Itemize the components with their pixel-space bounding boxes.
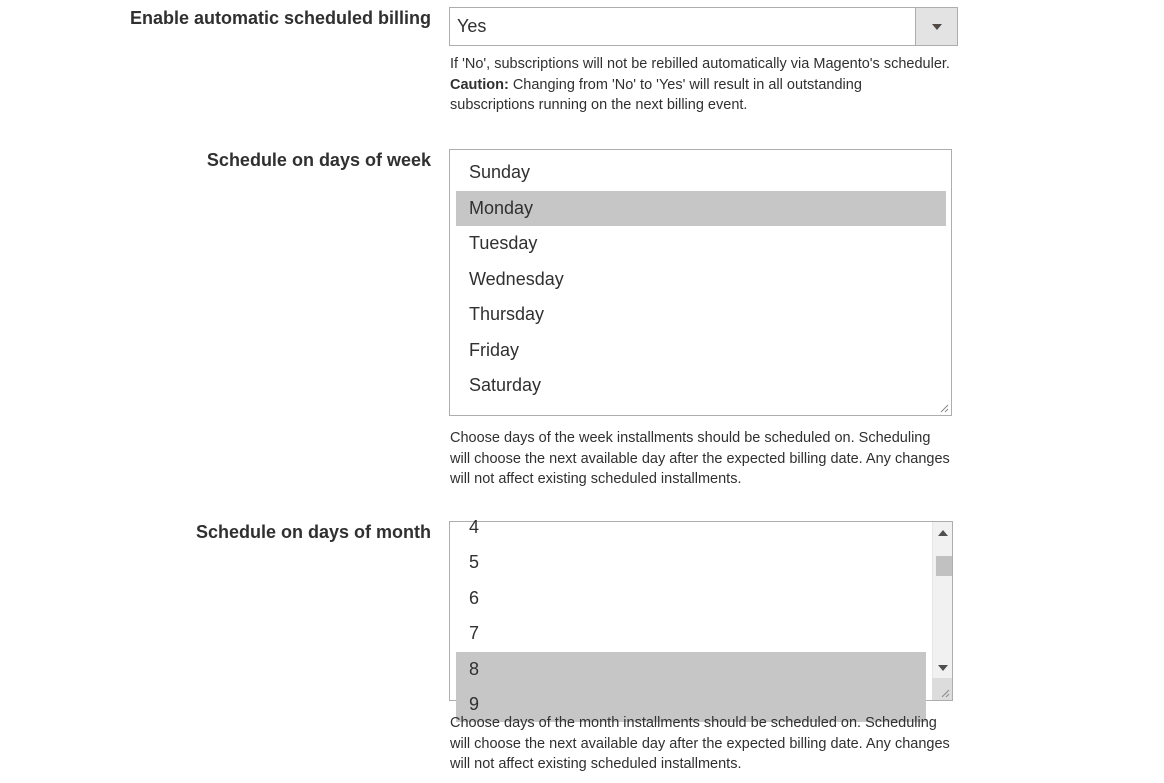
week-option[interactable]: Saturday [469, 375, 542, 395]
resize-handle-icon[interactable] [940, 688, 950, 698]
week-option[interactable]: Sunday [469, 162, 531, 182]
month-note: Choose days of the month installments should be scheduled on. Scheduling will choose the next available day after the expected billing date. Any changes will not affect existing scheduled installments. [450, 715, 950, 772]
week-note: Choose days of the week installments should be scheduled on. Scheduling will choose the next available day after the expected billing date. Any changes will not affect existing scheduled installments. [450, 430, 950, 487]
month-option[interactable]: 7 [469, 623, 480, 643]
week-multiselect[interactable] [449, 149, 952, 416]
scroll-up-arrow-icon[interactable] [938, 530, 948, 536]
scroll-down-arrow-icon[interactable] [938, 665, 948, 671]
month-option[interactable]: 5 [469, 552, 480, 572]
week-label: Schedule on days of week [206, 150, 431, 170]
billing-note-caution: Caution: [450, 76, 509, 93]
chevron-down-icon [932, 24, 942, 30]
month-option[interactable]: 9 [456, 687, 926, 722]
month-multiselect[interactable] [449, 517, 953, 714]
billing-select-toggle[interactable] [915, 8, 957, 45]
week-option[interactable]: Wednesday [469, 269, 564, 289]
week-option[interactable]: Friday [469, 340, 520, 360]
month-option[interactable]: 6 [469, 588, 480, 608]
month-scrollbar[interactable] [932, 522, 952, 700]
billing-note-text-2: Changing from 'No' to 'Yes' will result in all outstanding subscriptions running on the next billing event. [450, 76, 862, 113]
month-option[interactable]: 4 [469, 517, 480, 537]
billing-note-text-1: If 'No', subscriptions will not be rebilled automatically via Magento's scheduler. [450, 56, 950, 72]
month-option[interactable]: 8 [456, 652, 926, 687]
month-label: Schedule on days of month [195, 522, 431, 542]
billing-note [450, 54, 950, 116]
billing-select[interactable] [449, 7, 958, 46]
week-option[interactable]: Tuesday [469, 233, 538, 253]
billing-label: Enable automatic scheduled billing [129, 8, 431, 28]
week-option[interactable]: Thursday [469, 304, 545, 324]
billing-select-value: Yes [457, 16, 487, 36]
scrollbar-thumb[interactable] [936, 556, 952, 576]
resize-handle-icon[interactable] [939, 403, 949, 413]
week-option[interactable]: Monday [456, 191, 946, 226]
